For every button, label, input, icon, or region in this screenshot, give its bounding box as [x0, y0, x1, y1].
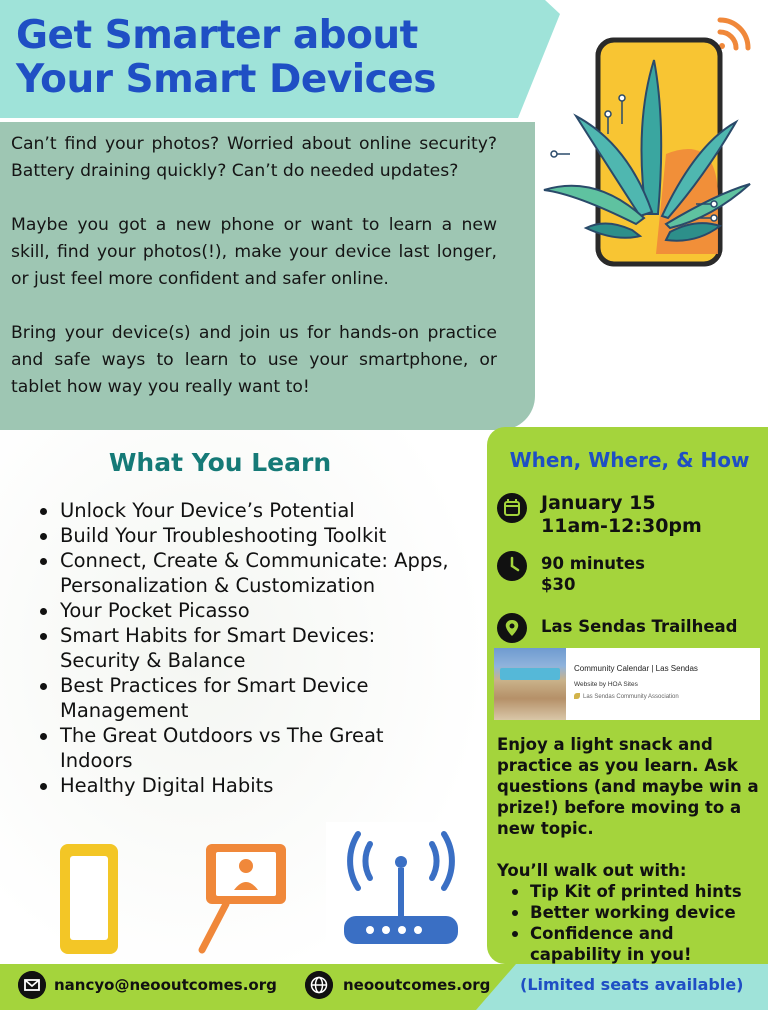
- intro-paragraph-3: Bring your device(s) and join us for hands-on practice and safe ways to learn to use your smartphone, or tablet how way you really want to!: [11, 323, 497, 397]
- selfie-stick-icon: [202, 844, 286, 950]
- calendar-card-title: Community Calendar | Las Sendas: [574, 664, 698, 673]
- leaf-icon: [574, 693, 580, 699]
- list-item: Smart Habits for Smart Devices: Security & Balance: [38, 623, 458, 673]
- trailhead-thumbnail: [494, 648, 566, 720]
- envelope-icon: [18, 971, 46, 999]
- title-line-1: Get Smarter about: [16, 13, 418, 58]
- page-title: [16, 14, 536, 102]
- event-date: January 15: [541, 492, 656, 514]
- email-link[interactable]: nancyo@neooutcomes.org: [54, 976, 277, 994]
- learn-list: [38, 498, 458, 798]
- walkout-heading: You’ll walk out with:: [497, 861, 687, 880]
- list-item: Tip Kit of printed hints: [512, 881, 762, 902]
- map-pin-icon: [497, 613, 527, 643]
- event-description: [497, 734, 761, 860]
- list-item: Unlock Your Device’s Potential: [38, 498, 458, 523]
- calendar-card-source-text: Las Sendas Community Association: [583, 694, 679, 700]
- walkout-list: [512, 881, 762, 965]
- event-time: 11am-12:30pm: [541, 515, 702, 537]
- list-item: Confidence and capability in you!: [512, 923, 762, 965]
- website-link[interactable]: neooutcomes.org: [343, 976, 491, 994]
- list-item: The Great Outdoors vs The Great Indoors: [38, 723, 458, 773]
- clock-icon: [497, 551, 527, 581]
- calendar-card-source: [574, 693, 679, 700]
- learn-heading: What You Learn: [108, 448, 332, 477]
- event-date-time: [541, 492, 702, 538]
- list-item: Healthy Digital Habits: [38, 773, 458, 798]
- intro-paragraph-2: Maybe you got a new phone or want to learn a new skill, find your photos(!), make your device last longer, or just feel more confident and safer online.: [11, 215, 497, 289]
- event-price: $30: [541, 575, 576, 594]
- calendar-card-subtitle: Website by HOA Sites: [574, 681, 638, 688]
- limited-seats-note: (Limited seats available): [520, 975, 744, 994]
- smartphone-plant-illustration: [536, 4, 766, 272]
- calendar-icon: [497, 493, 527, 523]
- intro-text: [11, 131, 497, 401]
- list-item: Build Your Troubleshooting Toolkit: [38, 523, 458, 548]
- list-item: Best Practices for Smart Device Management: [38, 673, 458, 723]
- list-item: Connect, Create & Communicate: Apps, Personalization & Customization: [38, 548, 458, 598]
- wifi-signal-icon: [719, 20, 748, 49]
- title-line-2: Your Smart Devices: [16, 57, 436, 102]
- globe-icon: [305, 971, 333, 999]
- phone-icon: [60, 844, 118, 954]
- device-icons-row: [40, 822, 480, 962]
- list-item: Better working device: [512, 902, 762, 923]
- intro-paragraph-1: Can’t find your photos? Worried about online security? Battery draining quickly? Can’t do needed updates?: [11, 134, 497, 181]
- event-duration: 90 minutes: [541, 554, 645, 573]
- when-where-heading: When, Where, & How: [509, 448, 750, 472]
- community-calendar-link-card[interactable]: [494, 648, 760, 720]
- list-item: Your Pocket Picasso: [38, 598, 458, 623]
- wifi-router-icon: [326, 822, 476, 962]
- event-description-text: Enjoy a light snack and practice as you learn. Ask questions (and maybe win a prize!) before moving to a new topic.: [497, 735, 759, 838]
- event-location: Las Sendas Trailhead: [541, 617, 738, 636]
- event-duration-price: [541, 553, 645, 595]
